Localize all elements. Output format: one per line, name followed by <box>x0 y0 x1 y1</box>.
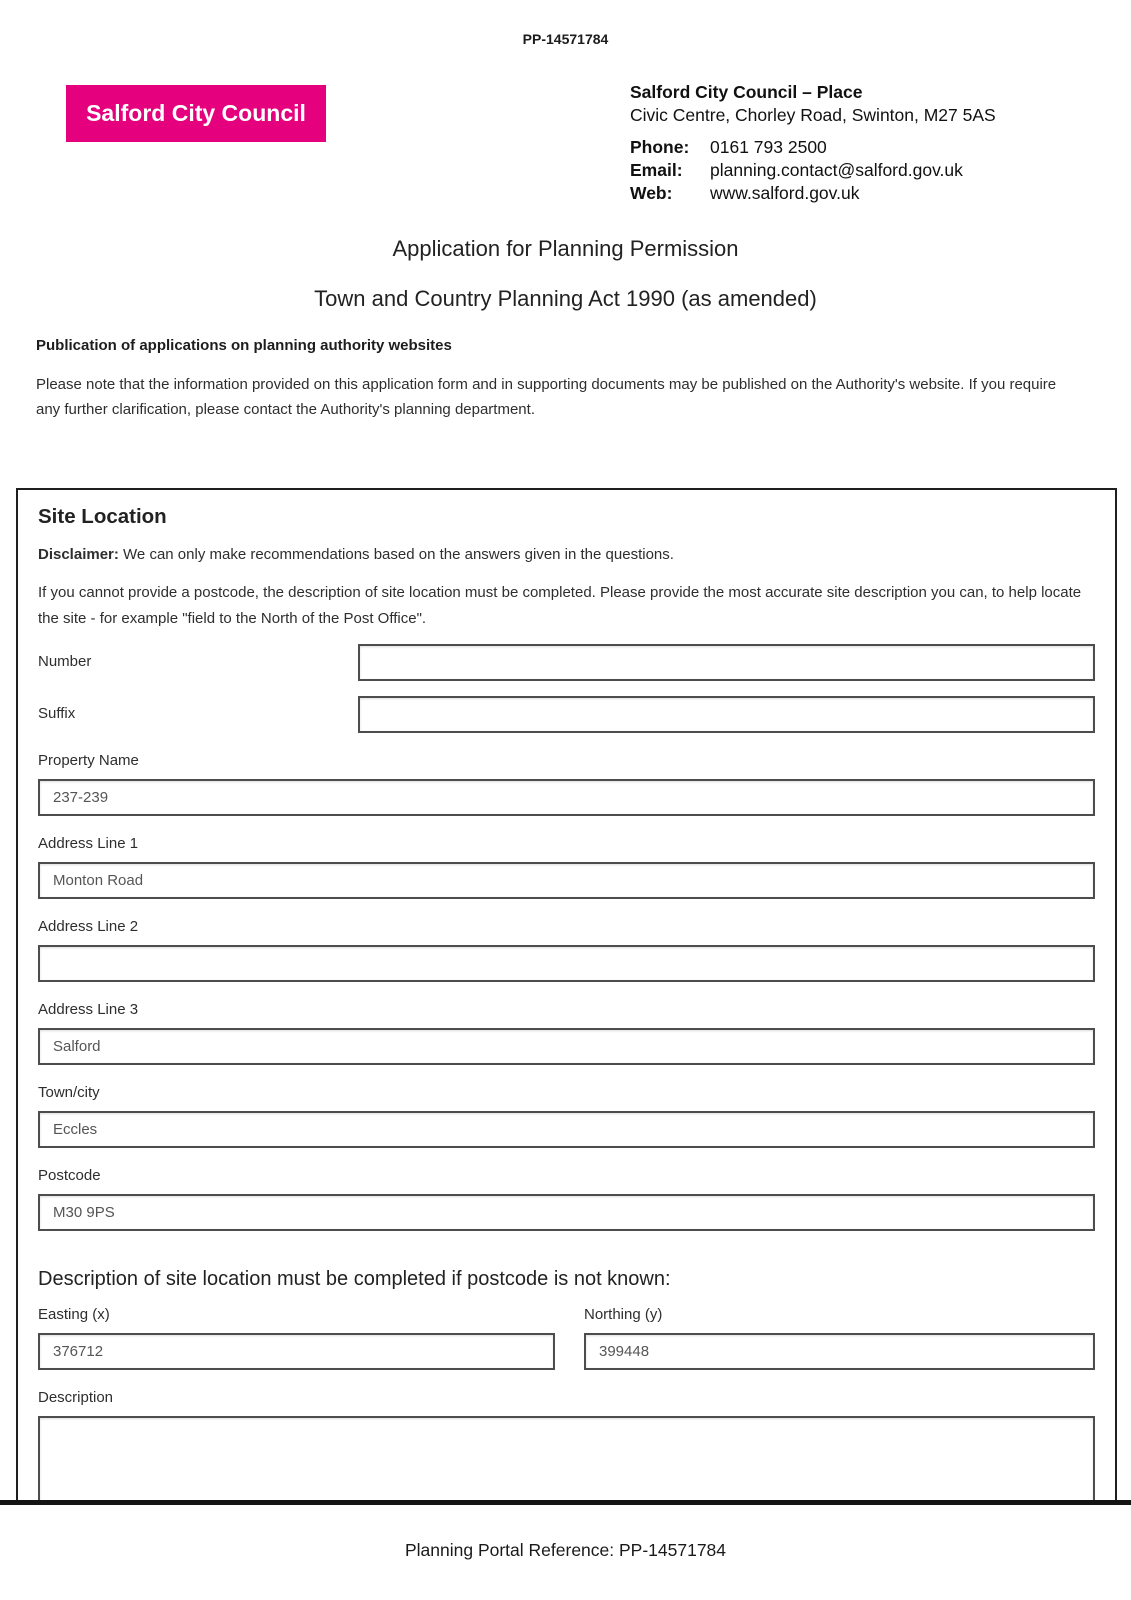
address-line-1-label: Address Line 1 <box>38 835 139 852</box>
town-city-field <box>38 1084 1095 1148</box>
org-address: Civic Centre, Chorley Road, Swinton, M27 5AS <box>630 105 996 125</box>
form-title: Application for Planning Permission <box>392 236 739 261</box>
form-subtitle: Town and Country Planning Act 1990 (as amended) <box>314 286 817 311</box>
salford-city-council-logo <box>66 85 326 142</box>
northing-input[interactable] <box>584 1333 1095 1370</box>
address-line-2-label: Address Line 2 <box>38 918 139 935</box>
contact-list <box>630 136 1100 205</box>
coordinates-row <box>38 1306 1095 1370</box>
disclaimer-text: Disclaimer: We can only make recommendations based on the answers given in the questions. <box>38 546 674 563</box>
org-name: Salford City Council – Place <box>630 82 863 102</box>
email-label: Email: <box>630 160 683 180</box>
contact-row-email <box>630 159 1100 182</box>
description-label: Description <box>38 1389 114 1406</box>
easting-field <box>38 1306 555 1370</box>
address-line-1-input[interactable] <box>38 862 1095 899</box>
suffix-input[interactable] <box>358 696 1095 733</box>
logo-text: Salford City Council <box>86 100 306 126</box>
property-name-label: Property Name <box>38 752 139 769</box>
contact-row-web <box>630 182 1100 205</box>
contact-row-phone <box>630 136 1100 159</box>
northing-label: Northing (y) <box>584 1306 663 1323</box>
address-line-3-label: Address Line 3 <box>38 1001 139 1018</box>
description-field <box>38 1389 1095 1502</box>
description-textarea[interactable] <box>38 1416 1095 1502</box>
easting-label: Easting (x) <box>38 1306 110 1323</box>
easting-input[interactable] <box>38 1333 555 1370</box>
number-label: Number <box>38 653 92 670</box>
postcode-input[interactable] <box>38 1194 1095 1231</box>
town-city-input[interactable] <box>38 1111 1095 1148</box>
phone-label: Phone: <box>630 137 690 157</box>
disclaimer-label: Disclaimer: <box>38 546 119 563</box>
page-break-divider <box>0 1500 1131 1505</box>
northing-field <box>584 1306 1095 1370</box>
postcode-label: Postcode <box>38 1167 101 1184</box>
address-line-3-input[interactable] <box>38 1028 1095 1065</box>
site-location-intro: If you cannot provide a postcode, the description of site location must be completed. Please provide the most accurate site description you can, to help locate the site - for example "field to the North of the Post Office". <box>38 584 1082 627</box>
publication-body: Please note that the information provided on this application form and in supporting documents may be published on the Authority's website. If you require any further clarification, please contact the Authority's planning department. <box>36 376 1057 418</box>
town-city-label: Town/city <box>38 1084 100 1101</box>
address-line-1-field <box>38 835 1095 899</box>
postcode-field <box>38 1167 1095 1231</box>
publication-heading: Publication of applications on planning authority websites <box>36 337 452 354</box>
phone-value: 0161 793 2500 <box>710 137 827 157</box>
planning-portal-reference: Planning Portal Reference: PP-14571784 <box>404 1540 727 1560</box>
property-name-field <box>38 752 1095 816</box>
suffix-field-row <box>38 696 1095 733</box>
site-location-heading: Site Location <box>38 505 167 528</box>
address-line-2-input[interactable] <box>38 945 1095 982</box>
web-label: Web: <box>630 183 673 203</box>
number-input[interactable] <box>358 644 1095 681</box>
email-value: planning.contact@salford.gov.uk <box>710 160 963 180</box>
address-line-2-field <box>38 918 1095 982</box>
number-field-row <box>38 644 1095 681</box>
web-value: www.salford.gov.uk <box>710 183 860 203</box>
suffix-label: Suffix <box>38 705 76 722</box>
property-name-input[interactable] <box>38 779 1095 816</box>
description-requirement-heading: Description of site location must be completed if postcode is not known: <box>38 1268 671 1290</box>
council-contact-block <box>630 81 1100 205</box>
application-reference: PP-14571784 <box>522 31 609 47</box>
site-location-section <box>16 488 1117 1502</box>
address-line-3-field <box>38 1001 1095 1065</box>
